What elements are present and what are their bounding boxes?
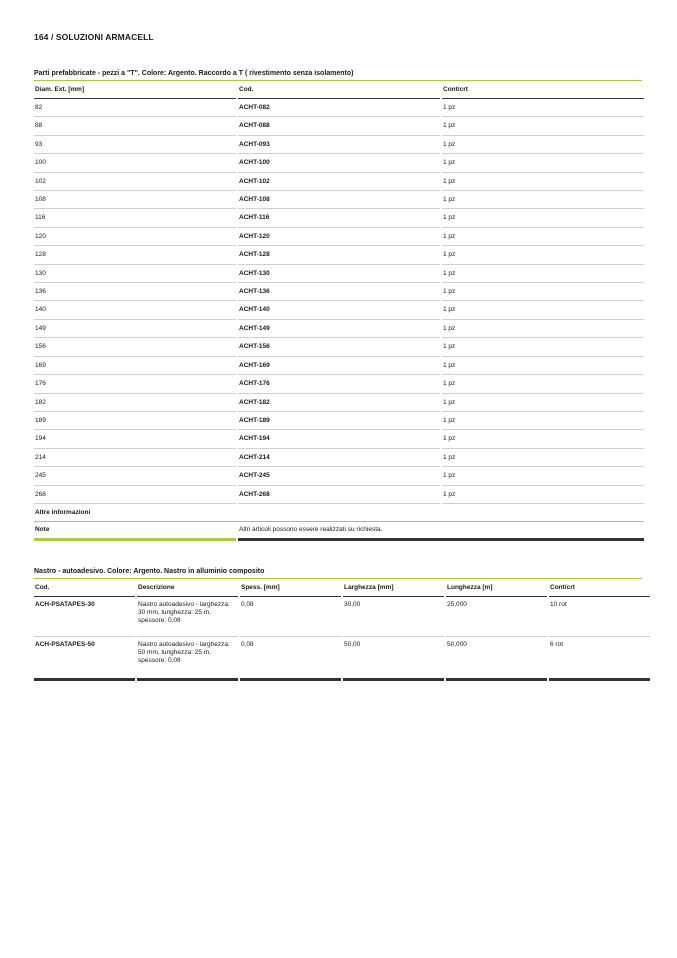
cell-code: ACHT-088	[238, 117, 440, 135]
cell-quantity: 1 pz	[442, 117, 644, 135]
cell-thickness: 0,08	[240, 597, 341, 637]
cell-diameter: 82	[34, 99, 236, 117]
table-row	[34, 283, 644, 301]
cell-quantity: 1 pz	[442, 430, 644, 448]
table-row	[34, 357, 644, 375]
cell-diameter: 194	[34, 430, 236, 448]
section-title: Nastro - autoadesivo. Colore: Argento. Nastro in alluminio composito	[34, 566, 642, 579]
cell-diameter: 156	[34, 338, 236, 356]
adhesive-tape-table	[32, 579, 652, 681]
cell-code: ACH-PSATAPES-30	[34, 597, 135, 637]
table-row	[34, 394, 644, 412]
column-header-thickness: Spess. [mm]	[240, 579, 341, 597]
table-row	[34, 228, 644, 246]
table-row	[34, 449, 644, 467]
cell-length: 25,000	[446, 597, 547, 637]
cell-code: ACHT-182	[238, 394, 440, 412]
cell-diameter: 128	[34, 246, 236, 264]
cell-diameter: 176	[34, 375, 236, 393]
section-title: Parti prefabbricate - pezzi a "T". Colore: Argento. Raccordo a T ( rivestimento senza isolamento)	[34, 68, 642, 81]
section-adhesive-tape	[34, 566, 642, 681]
cell-code: ACHT-156	[238, 338, 440, 356]
cell-quantity: 1 pz	[442, 154, 644, 172]
cell-code: ACHT-176	[238, 375, 440, 393]
cell-quantity: 1 pz	[442, 265, 644, 283]
table-row	[34, 209, 644, 227]
cell-quantity: 1 pz	[442, 357, 644, 375]
table-row	[34, 246, 644, 264]
cell-diameter: 108	[34, 191, 236, 209]
cell-thickness: 0,08	[240, 637, 341, 681]
cell-code: ACHT-189	[238, 412, 440, 430]
cell-quantity: 1 pz	[442, 375, 644, 393]
cell-quantity: 1 pz	[442, 301, 644, 319]
table-row	[34, 154, 644, 172]
cell-code: ACHT-214	[238, 449, 440, 467]
table-row	[34, 637, 650, 681]
table-row	[34, 173, 644, 191]
table-row	[34, 265, 644, 283]
table-row	[34, 320, 644, 338]
table-row	[34, 597, 650, 637]
cell-quantity: 1 pz	[442, 320, 644, 338]
cell-quantity: 1 pz	[442, 412, 644, 430]
column-header-description: Descrizione	[137, 579, 238, 597]
cell-width: 50,00	[343, 637, 444, 681]
cell-quantity: 1 pz	[442, 449, 644, 467]
cell-code: ACHT-100	[238, 154, 440, 172]
column-header-length: Lunghezza [m]	[446, 579, 547, 597]
table-row	[34, 412, 644, 430]
cell-length: 50,000	[446, 637, 547, 681]
section-tee-fittings	[34, 68, 642, 541]
cell-quantity: 1 pz	[442, 209, 644, 227]
info-label: Altre informazioni	[34, 504, 644, 522]
table-row	[34, 430, 644, 448]
cell-quantity: 1 pz	[442, 99, 644, 117]
cell-quantity: 10 rot	[549, 597, 650, 637]
cell-quantity: 1 pz	[442, 486, 644, 504]
cell-description: Nastro autoadesivo - larghezza: 50 mm, lunghezza: 25 m, spessore: 0,08	[137, 637, 238, 681]
cell-diameter: 102	[34, 173, 236, 191]
cell-quantity: 1 pz	[442, 283, 644, 301]
note-label: Note	[34, 522, 236, 541]
column-header-width: Larghezza [mm]	[343, 579, 444, 597]
tee-fittings-table	[32, 81, 646, 541]
table-row	[34, 136, 644, 154]
cell-quantity: 6 rot	[549, 637, 650, 681]
column-header-code: Cod.	[34, 579, 135, 597]
cell-code: ACHT-082	[238, 99, 440, 117]
column-header-code: Cod.	[238, 81, 440, 99]
cell-diameter: 136	[34, 283, 236, 301]
cell-quantity: 1 pz	[442, 246, 644, 264]
cell-diameter: 268	[34, 486, 236, 504]
cell-code: ACHT-169	[238, 357, 440, 375]
cell-code: ACHT-102	[238, 173, 440, 191]
cell-diameter: 189	[34, 412, 236, 430]
cell-diameter: 88	[34, 117, 236, 135]
note-row	[34, 522, 644, 541]
cell-code: ACHT-149	[238, 320, 440, 338]
table-row	[34, 117, 644, 135]
cell-quantity: 1 pz	[442, 338, 644, 356]
note-text: Altri articoli possono essere realizzati su richiesta.	[238, 522, 644, 541]
cell-diameter: 245	[34, 467, 236, 485]
cell-code: ACH-PSATAPES-50	[34, 637, 135, 681]
cell-diameter: 182	[34, 394, 236, 412]
cell-quantity: 1 pz	[442, 394, 644, 412]
table-row	[34, 191, 644, 209]
cell-diameter: 100	[34, 154, 236, 172]
table-header-row	[34, 81, 644, 99]
cell-diameter: 214	[34, 449, 236, 467]
cell-description: Nastro autoadesivo - larghezza: 30 mm, lunghezza: 25 m, spessore: 0,08	[137, 597, 238, 637]
cell-diameter: 116	[34, 209, 236, 227]
cell-code: ACHT-116	[238, 209, 440, 227]
column-header-quantity: Cont/crt	[549, 579, 650, 597]
cell-diameter: 149	[34, 320, 236, 338]
cell-diameter: 93	[34, 136, 236, 154]
cell-quantity: 1 pz	[442, 228, 644, 246]
table-row	[34, 301, 644, 319]
cell-width: 30,00	[343, 597, 444, 637]
table-row	[34, 99, 644, 117]
cell-code: ACHT-120	[238, 228, 440, 246]
cell-diameter: 130	[34, 265, 236, 283]
cell-quantity: 1 pz	[442, 191, 644, 209]
cell-quantity: 1 pz	[442, 136, 644, 154]
column-header-diameter: Diam. Ext. [mm]	[34, 81, 236, 99]
cell-code: ACHT-136	[238, 283, 440, 301]
column-header-quantity: Cont/crt	[442, 81, 644, 99]
table-row	[34, 338, 644, 356]
cell-code: ACHT-108	[238, 191, 440, 209]
cell-quantity: 1 pz	[442, 173, 644, 191]
cell-code: ACHT-245	[238, 467, 440, 485]
cell-code: ACHT-194	[238, 430, 440, 448]
cell-code: ACHT-268	[238, 486, 440, 504]
cell-code: ACHT-128	[238, 246, 440, 264]
table-header-row	[34, 579, 650, 597]
table-row	[34, 375, 644, 393]
cell-code: ACHT-140	[238, 301, 440, 319]
cell-quantity: 1 pz	[442, 467, 644, 485]
info-row	[34, 504, 644, 522]
cell-code: ACHT-130	[238, 265, 440, 283]
table-row	[34, 486, 644, 504]
page-header: 164 / SOLUZIONI ARMACELL	[34, 32, 154, 42]
cell-diameter: 140	[34, 301, 236, 319]
cell-diameter: 120	[34, 228, 236, 246]
table-row	[34, 467, 644, 485]
cell-code: ACHT-093	[238, 136, 440, 154]
cell-diameter: 169	[34, 357, 236, 375]
